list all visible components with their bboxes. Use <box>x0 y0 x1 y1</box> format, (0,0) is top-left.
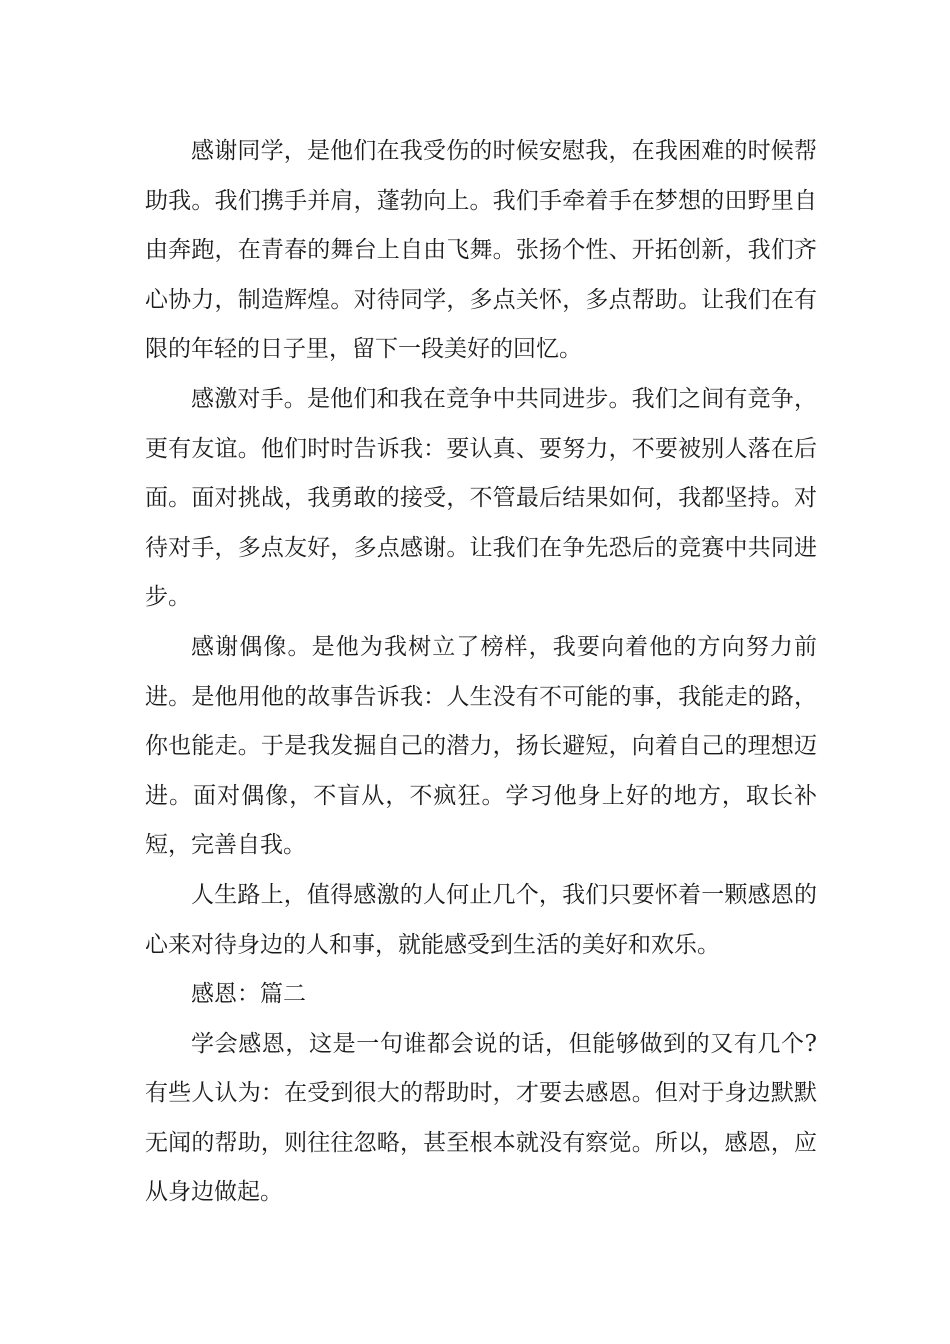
document-body <box>145 127 817 1218</box>
paragraph-thank-classmates: 感谢同学，是他们在我受伤的时候安慰我，在我困难的时候帮助我。我们携手并肩，蓬勃向上。我们手牵着手在梦想的田野里自由奔跑，在青春的舞台上自由飞舞。张扬个性、开拓创新，我们齐心协力，制造辉煌。对待同学，多点关怀，多点帮助。让我们在有限的年轻的日子里，留下一段美好的回忆。 <box>145 138 817 363</box>
paragraph-life-gratitude: 人生路上，值得感激的人何止几个，我们只要怀着一颗感恩的心来对待身边的人和事，就能感受到生活的美好和欢乐。 <box>145 881 817 958</box>
paragraph-learn-gratitude: 学会感恩，这是一句谁都会说的话，但能够做到的又有几个?有些人认为：在受到很大的帮助时，才要去感恩。但对于身边默默无闻的帮助，则往往忽略，甚至根本就没有察觉。所以，感恩，应从身边做起。 <box>145 1030 817 1206</box>
paragraph-thank-idol: 感谢偶像。是他为我树立了榜样，我要向着他的方向努力前进。是他用他的故事告诉我：人生没有不可能的事，我能走的路，你也能走。于是我发掘自己的潜力，扬长避短，向着自己的理想迈进。面对偶像，不盲从，不疯狂。学习他身上好的地方，取长补短，完善自我。 <box>145 633 817 859</box>
section-heading: 感恩：篇二 <box>191 981 306 1008</box>
paragraph-thank-rivals: 感激对手。是他们和我在竞争中共同进步。我们之间有竞争，更有友谊。他们时时告诉我：要认真、要努力，不要被别人落在后面。面对挑战，我勇敢的接受，不管最后结果如何，我都坚持。对待对手，多点友好，多点感谢。让我们在争先恐后的竞赛中共同进步。 <box>145 385 817 611</box>
